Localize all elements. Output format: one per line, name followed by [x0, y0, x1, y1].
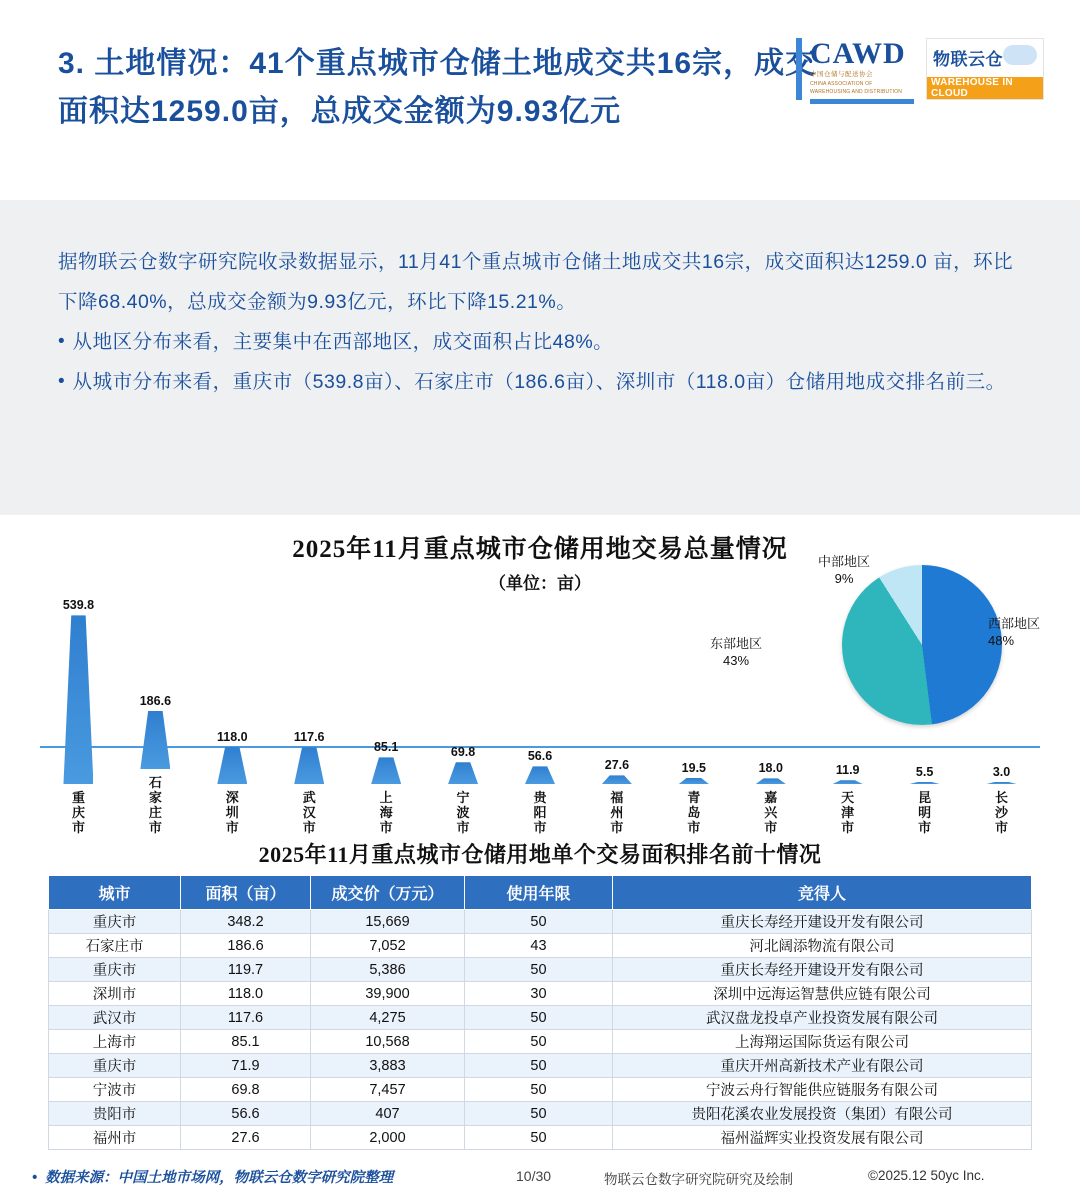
table-row — [49, 1102, 1032, 1126]
table-cell: 43 — [465, 934, 613, 958]
footer-copyright: ©2025.12 50yc Inc. — [868, 1168, 985, 1183]
table-cell: 56.6 — [181, 1102, 311, 1126]
pie-label-west-value: 48% — [987, 633, 1015, 648]
table-row — [49, 934, 1032, 958]
cloud-icon — [1003, 45, 1037, 65]
table-cell: 30 — [465, 982, 613, 1006]
bar-category-label: 宁 波 市 — [456, 790, 470, 835]
bar-shape — [910, 782, 940, 784]
table-cell: 50 — [465, 1078, 613, 1102]
bar-shape — [63, 615, 93, 784]
table-row — [49, 1006, 1032, 1030]
bar-shape — [833, 780, 863, 784]
bullet-dot-icon: • — [58, 331, 65, 352]
footer-source-text: 数据来源：中国土地市场网，物联云仓数字研究院整理 — [45, 1170, 394, 1186]
table-cell: 5,386 — [311, 958, 465, 982]
bar-category-label: 贵 阳 市 — [533, 790, 547, 835]
table-header-row — [49, 876, 1032, 910]
pie-chart-circle — [842, 565, 1002, 725]
bar-shape — [602, 775, 632, 784]
table-cell: 7,052 — [311, 934, 465, 958]
table-cell: 福州溢辉实业投资发展有限公司 — [613, 1126, 1032, 1150]
table-title: 2025年11月重点城市仓储用地单个交易面积排名前十情况 — [258, 842, 822, 867]
footer-credit: 物联云仓数字研究院研究及绘制 — [604, 1172, 793, 1187]
bar-value-label: 85.1 — [373, 740, 399, 755]
bar-category-label: 福 州 市 — [610, 790, 624, 835]
bar-value-label: 117.6 — [293, 730, 325, 745]
cawd-logo-chinese: 中国仓储与配送协会 — [810, 71, 873, 78]
table-header-price: 成交价（万元） — [311, 876, 465, 910]
pie-chart — [710, 554, 1040, 732]
summary-bullet-1 — [58, 322, 1022, 362]
bar-shape — [217, 747, 247, 784]
bar-shape — [987, 782, 1017, 784]
table-cell: 50 — [465, 958, 613, 982]
bar-category-label: 嘉 兴 市 — [764, 790, 778, 835]
ranking-table — [48, 875, 1032, 1150]
table-cell: 重庆市 — [49, 910, 181, 934]
bar-value-label: 19.5 — [681, 760, 707, 775]
bar-category-label: 上 海 市 — [379, 790, 393, 835]
bar-item — [507, 585, 573, 835]
cawd-logo-text: CAWD — [810, 37, 906, 70]
bar-shape — [140, 711, 170, 769]
table-cell: 深圳市 — [49, 982, 181, 1006]
bar-value-label: 11.9 — [835, 763, 860, 778]
bar-chart-title: 2025年11月重点城市仓储用地交易总量情况 — [292, 536, 788, 563]
table-cell: 117.6 — [181, 1006, 311, 1030]
table-cell: 118.0 — [181, 982, 311, 1006]
bar-value-label: 18.0 — [758, 761, 783, 776]
table-cell: 39,900 — [311, 982, 465, 1006]
table-row — [49, 1078, 1032, 1102]
table-cell: 15,669 — [311, 910, 465, 934]
cawd-logo — [796, 38, 914, 100]
bar-value-label: 3.0 — [992, 765, 1011, 779]
table-cell: 贵阳花溪农业发展投资（集团）有限公司 — [613, 1102, 1032, 1126]
page-title: 3. 土地情况：41个重点城市仓储土地成交共16宗，成交面积达1259.0亩，总成交金额为9.93亿元 — [58, 47, 817, 128]
table-cell: 重庆开州高新技术产业有限公司 — [613, 1054, 1032, 1078]
cawd-logo-english: CHINA ASSOCIATION OF WAREHOUSING AND DISTRIBUTION — [810, 81, 903, 95]
bar-item — [199, 585, 265, 835]
table-cell: 85.1 — [181, 1030, 311, 1054]
table-cell: 河北阔添物流有限公司 — [613, 934, 1032, 958]
bar-value-label: 27.6 — [604, 758, 630, 773]
cawd-logo-bar — [810, 99, 914, 104]
bullet-dot-icon: • — [58, 371, 65, 392]
table-header-area: 面积（亩） — [181, 876, 311, 910]
bar-item — [584, 585, 650, 835]
pie-label-west-name: 西部地区 — [987, 616, 1040, 631]
bar-value-label: 5.5 — [915, 765, 934, 779]
table-cell: 50 — [465, 1126, 613, 1150]
table-cell: 27.6 — [181, 1126, 311, 1150]
summary-panel — [0, 200, 1080, 515]
bar-value-label: 186.6 — [139, 693, 172, 708]
table-cell: 上海市 — [49, 1030, 181, 1054]
bar-chart-subtitle: （单位：亩） — [489, 574, 591, 593]
bar-item — [353, 585, 419, 835]
bar-category-label: 长 沙 市 — [995, 790, 1009, 835]
table-cell: 50 — [465, 1054, 613, 1078]
table-cell: 50 — [465, 910, 613, 934]
table-cell: 宁波云舟行智能供应链服务有限公司 — [613, 1078, 1032, 1102]
pie-label-west — [988, 615, 1040, 649]
summary-bullet-2-text: 从城市分布来看，重庆市（539.8亩）、石家庄市（186.6亩）、深圳市（118.0亩）仓储用地成交排名前三。 — [72, 371, 1006, 393]
table-row — [49, 1054, 1032, 1078]
bar-item — [430, 585, 496, 835]
table-row — [49, 1126, 1032, 1150]
table-cell: 贵阳市 — [49, 1102, 181, 1126]
page-number: 10/30 — [516, 1168, 552, 1184]
table-cell: 50 — [465, 1030, 613, 1054]
wic-logo-text: 物联云仓 — [933, 50, 1003, 69]
bar-category-label: 重 庆 市 — [71, 790, 85, 835]
table-cell: 宁波市 — [49, 1078, 181, 1102]
bullet-dot-icon: • — [32, 1170, 38, 1186]
table-cell: 重庆市 — [49, 1054, 181, 1078]
footer-source — [32, 1166, 393, 1187]
table-cell: 407 — [311, 1102, 465, 1126]
pie-label-east — [710, 635, 762, 669]
bar-shape — [756, 778, 786, 784]
table-cell: 重庆长寿经开建设开发有限公司 — [613, 958, 1032, 982]
chart-section — [0, 515, 1080, 835]
bar-shape — [448, 762, 478, 784]
bar-value-label: 539.8 — [62, 598, 95, 613]
table-cell: 武汉盘龙投卓产业投资发展有限公司 — [613, 1006, 1032, 1030]
pie-label-east-value: 43% — [722, 653, 750, 668]
table-cell: 武汉市 — [49, 1006, 181, 1030]
bar-value-label: 69.8 — [450, 745, 476, 760]
table-cell: 7,457 — [311, 1078, 465, 1102]
logo-group — [796, 36, 1044, 102]
table-row — [49, 982, 1032, 1006]
table-cell: 69.8 — [181, 1078, 311, 1102]
bar-category-label: 昆 明 市 — [918, 790, 932, 835]
table-cell: 71.9 — [181, 1054, 311, 1078]
page-header — [0, 0, 1080, 200]
bar-shape — [679, 778, 709, 784]
wic-logo — [926, 38, 1044, 100]
table-cell: 119.7 — [181, 958, 311, 982]
bar-item — [45, 585, 111, 835]
summary-bullet-2 — [58, 362, 1022, 402]
pie-label-east-name: 东部地区 — [710, 636, 763, 651]
table-cell: 50 — [465, 1006, 613, 1030]
pie-label-middle-name: 中部地区 — [818, 554, 871, 569]
table-cell: 上海翔运国际货运有限公司 — [613, 1030, 1032, 1054]
table-row — [49, 958, 1032, 982]
table-cell: 石家庄市 — [49, 934, 181, 958]
table-row — [49, 910, 1032, 934]
table-cell: 348.2 — [181, 910, 311, 934]
table-cell: 深圳中远海运智慧供应链有限公司 — [613, 982, 1032, 1006]
bar-item — [122, 585, 188, 835]
wic-logo-english: WAREHOUSE IN CLOUD — [927, 77, 1043, 99]
table-cell: 福州市 — [49, 1126, 181, 1150]
table-cell: 重庆长寿经开建设开发有限公司 — [613, 910, 1032, 934]
table-cell: 10,568 — [311, 1030, 465, 1054]
table-header-city: 城市 — [49, 876, 181, 910]
bar-category-label: 深 圳 市 — [225, 790, 239, 835]
table-cell: 50 — [465, 1102, 613, 1126]
bar-shape — [371, 757, 401, 784]
table-cell: 4,275 — [311, 1006, 465, 1030]
table-header-bidder: 竞得人 — [613, 876, 1032, 910]
table-cell: 重庆市 — [49, 958, 181, 982]
bar-shape — [525, 766, 555, 784]
bar-category-label: 天 津 市 — [841, 790, 855, 835]
bar-item — [276, 585, 342, 835]
summary-paragraph: 据物联云仓数字研究院收录数据显示，11月41个重点城市仓储土地成交共16宗，成交面积达1259.0 亩，环比下降68.40%，总成交金额为9.93亿元，环比下降15.21%。 — [58, 251, 1014, 313]
bar-value-label: 56.6 — [527, 749, 553, 764]
pie-label-middle — [818, 553, 870, 587]
table-cell: 186.6 — [181, 934, 311, 958]
bar-category-label: 石 家 庄 市 — [148, 775, 162, 835]
table-cell: 2,000 — [311, 1126, 465, 1150]
pie-label-middle-value: 9% — [834, 571, 854, 586]
table-header-years: 使用年限 — [465, 876, 613, 910]
page-footer — [0, 1156, 1080, 1200]
bar-shape — [294, 747, 324, 784]
table-cell: 3,883 — [311, 1054, 465, 1078]
bar-category-label: 青 岛 市 — [687, 790, 701, 835]
bar-category-label: 武 汉 市 — [302, 790, 316, 835]
bar-value-label: 118.0 — [217, 730, 248, 745]
summary-bullet-1-text: 从地区分布来看，主要集中在西部地区，成交面积占比48%。 — [72, 331, 614, 353]
table-row — [49, 1030, 1032, 1054]
